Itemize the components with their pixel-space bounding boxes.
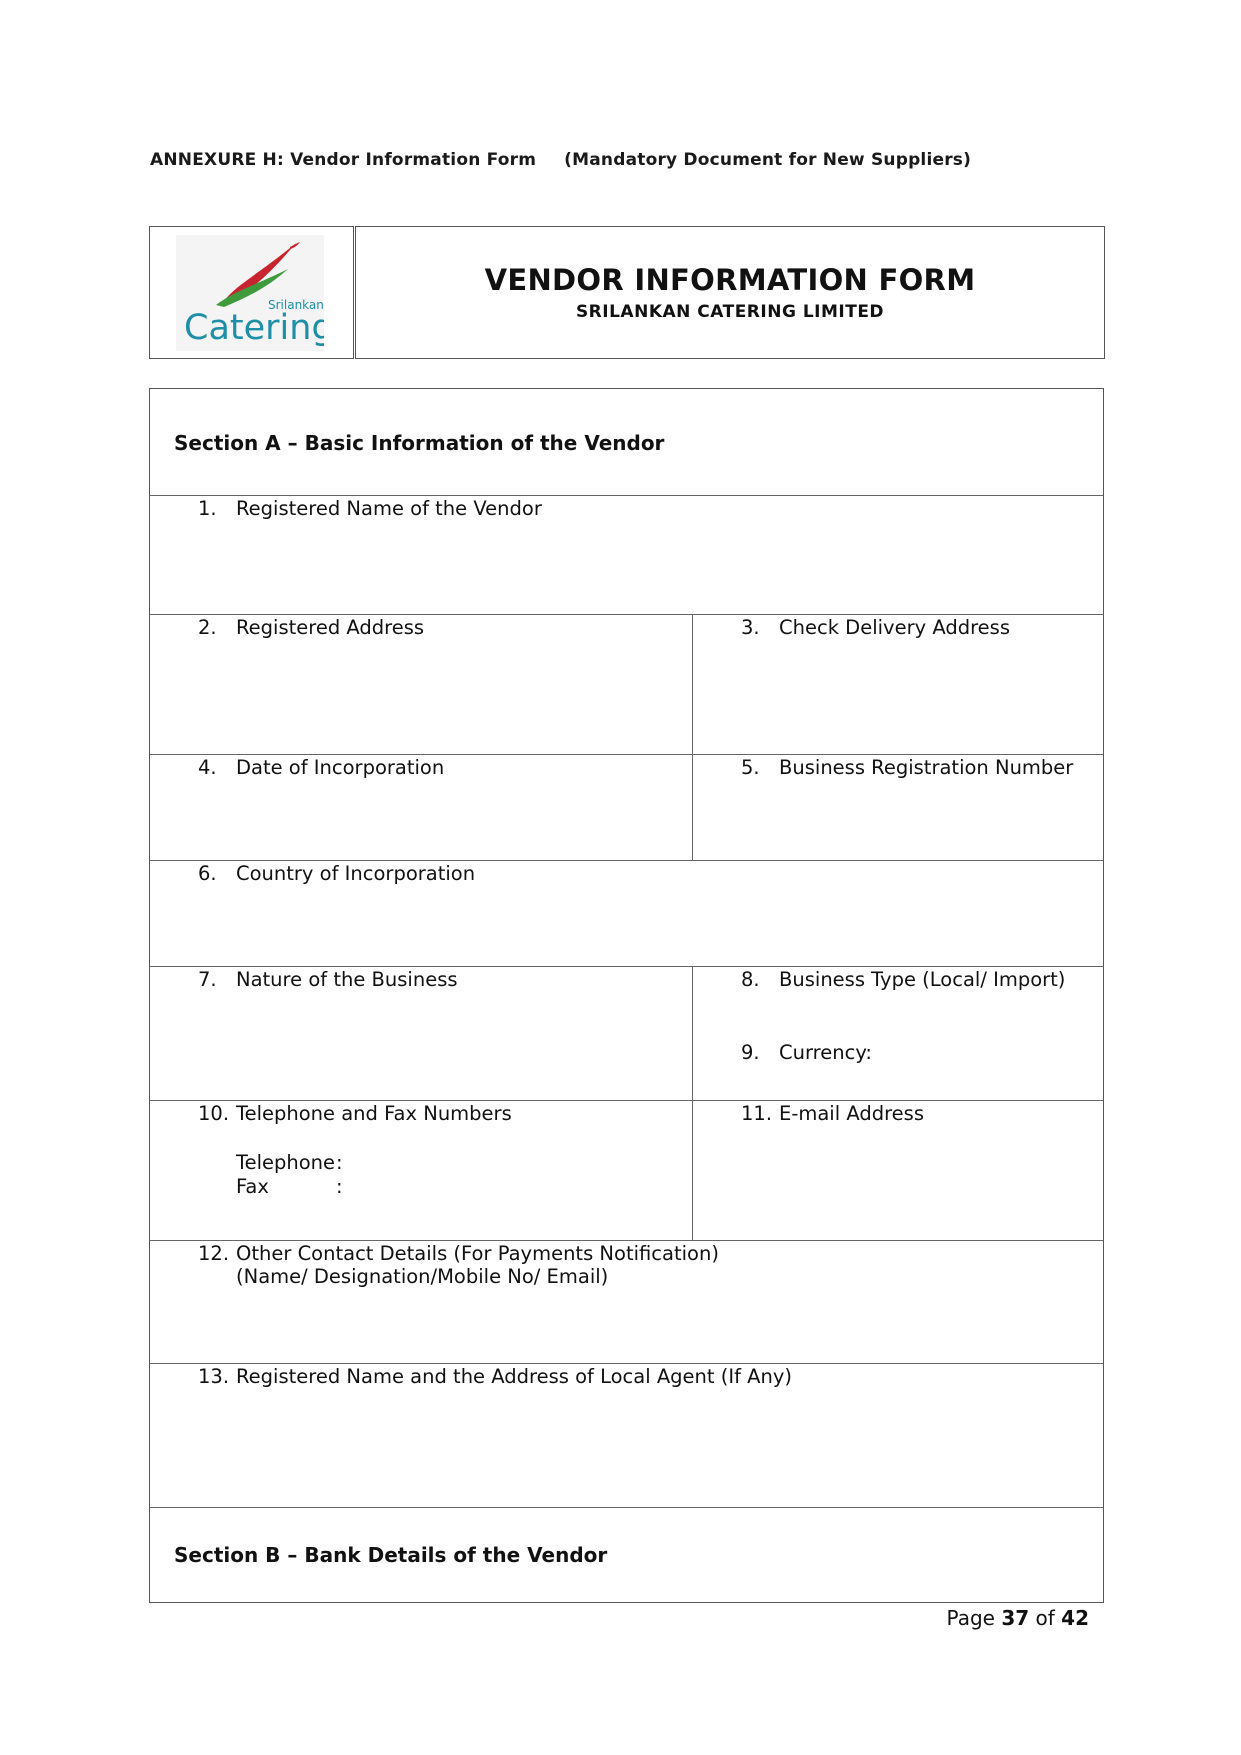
row-divider <box>150 1363 1103 1364</box>
page-of: of <box>1035 1606 1055 1630</box>
column-divider <box>692 614 693 860</box>
column-divider <box>692 966 693 1240</box>
field-label: Registered Address <box>236 616 425 639</box>
title-box <box>355 226 1105 359</box>
vendor-form-table <box>149 388 1104 1603</box>
field-label: Country of Incorporation <box>236 862 476 885</box>
field-label: Nature of the Business <box>236 968 458 991</box>
section-b-heading: Section B – Bank Details of the Vendor <box>174 1543 608 1567</box>
field-number: 10. <box>198 1102 230 1125</box>
mandatory-note: (Mandatory Document for New Suppliers) <box>564 150 972 170</box>
field-business-type[interactable] <box>741 968 1065 991</box>
company-name: SRILANKAN CATERING LIMITED <box>575 302 885 322</box>
field-label: Registered Name of the Vendor <box>236 497 542 520</box>
srilankan-catering-logo <box>176 235 324 351</box>
field-label: Other Contact Details (For Payments Notification) <box>236 1242 719 1265</box>
contact-details-subtext: (Name/ Designation/Mobile No/ Email) <box>236 1265 609 1288</box>
annexure-heading <box>150 150 971 170</box>
field-other-contact-details[interactable] <box>198 1242 719 1265</box>
form-title: VENDOR INFORMATION FORM <box>484 263 976 297</box>
field-number: 3. <box>741 616 760 639</box>
fax-label: Fax <box>236 1175 269 1198</box>
field-number: 2. <box>198 616 217 639</box>
field-label: Date of Incorporation <box>236 756 445 779</box>
logo-brand-main: Catering <box>184 308 324 348</box>
field-nature-of-business[interactable] <box>198 968 458 991</box>
annexure-title: ANNEXURE H: Vendor Information Form <box>150 150 537 170</box>
page-total: 42 <box>1061 1606 1089 1630</box>
field-label: Registered Name and the Address of Local Agent (If Any) <box>236 1365 793 1388</box>
page-number <box>947 1606 1089 1630</box>
logo-box <box>149 226 354 359</box>
row-divider <box>150 614 1103 615</box>
field-number: 13. <box>198 1365 230 1388</box>
row-divider <box>150 966 1103 967</box>
row-divider <box>150 1100 1103 1101</box>
row-divider <box>150 1240 1103 1241</box>
row-divider <box>150 860 1103 861</box>
field-number: 1. <box>198 497 217 520</box>
field-label: Business Registration Number <box>779 756 1074 779</box>
field-number: 4. <box>198 756 217 779</box>
field-email-address[interactable] <box>741 1102 924 1125</box>
field-number: 11. <box>741 1102 773 1125</box>
field-label: Currency: <box>779 1041 873 1064</box>
section-a-heading: Section A – Basic Information of the Vendor <box>174 431 665 455</box>
field-local-agent[interactable] <box>198 1365 792 1388</box>
field-currency[interactable] <box>741 1041 872 1064</box>
field-label: E-mail Address <box>779 1102 924 1125</box>
logo-bird-head <box>290 242 300 249</box>
row-divider <box>150 754 1103 755</box>
field-number: 8. <box>741 968 760 991</box>
field-number: 12. <box>198 1242 230 1265</box>
field-telephone-fax[interactable] <box>198 1102 512 1125</box>
field-label: Telephone and Fax Numbers <box>236 1102 512 1125</box>
field-label: Check Delivery Address <box>779 616 1010 639</box>
field-number: 5. <box>741 756 760 779</box>
field-label: Business Type (Local/ Import) <box>779 968 1066 991</box>
colon: : <box>336 1175 343 1198</box>
field-number: 7. <box>198 968 217 991</box>
field-business-registration-number[interactable] <box>741 756 1073 779</box>
field-country-of-incorporation[interactable] <box>198 862 475 885</box>
row-divider <box>150 495 1103 496</box>
field-check-delivery-address[interactable] <box>741 616 1010 639</box>
logo-brand-small: Srilankan <box>268 298 324 312</box>
row-divider <box>150 1507 1103 1508</box>
page-prefix: Page <box>946 1606 995 1630</box>
field-date-of-incorporation[interactable] <box>198 756 444 779</box>
telephone-label: Telephone <box>236 1151 336 1174</box>
telephone-line[interactable] <box>236 1151 343 1174</box>
field-number: 6. <box>198 862 217 885</box>
colon: : <box>336 1151 343 1174</box>
logo-graphic <box>176 235 324 351</box>
field-registered-address[interactable] <box>198 616 424 639</box>
fax-line[interactable] <box>236 1175 343 1198</box>
logo-red-swoosh <box>224 243 296 301</box>
field-registered-name[interactable] <box>198 497 542 520</box>
page-current: 37 <box>1001 1606 1030 1630</box>
field-number: 9. <box>741 1041 760 1064</box>
